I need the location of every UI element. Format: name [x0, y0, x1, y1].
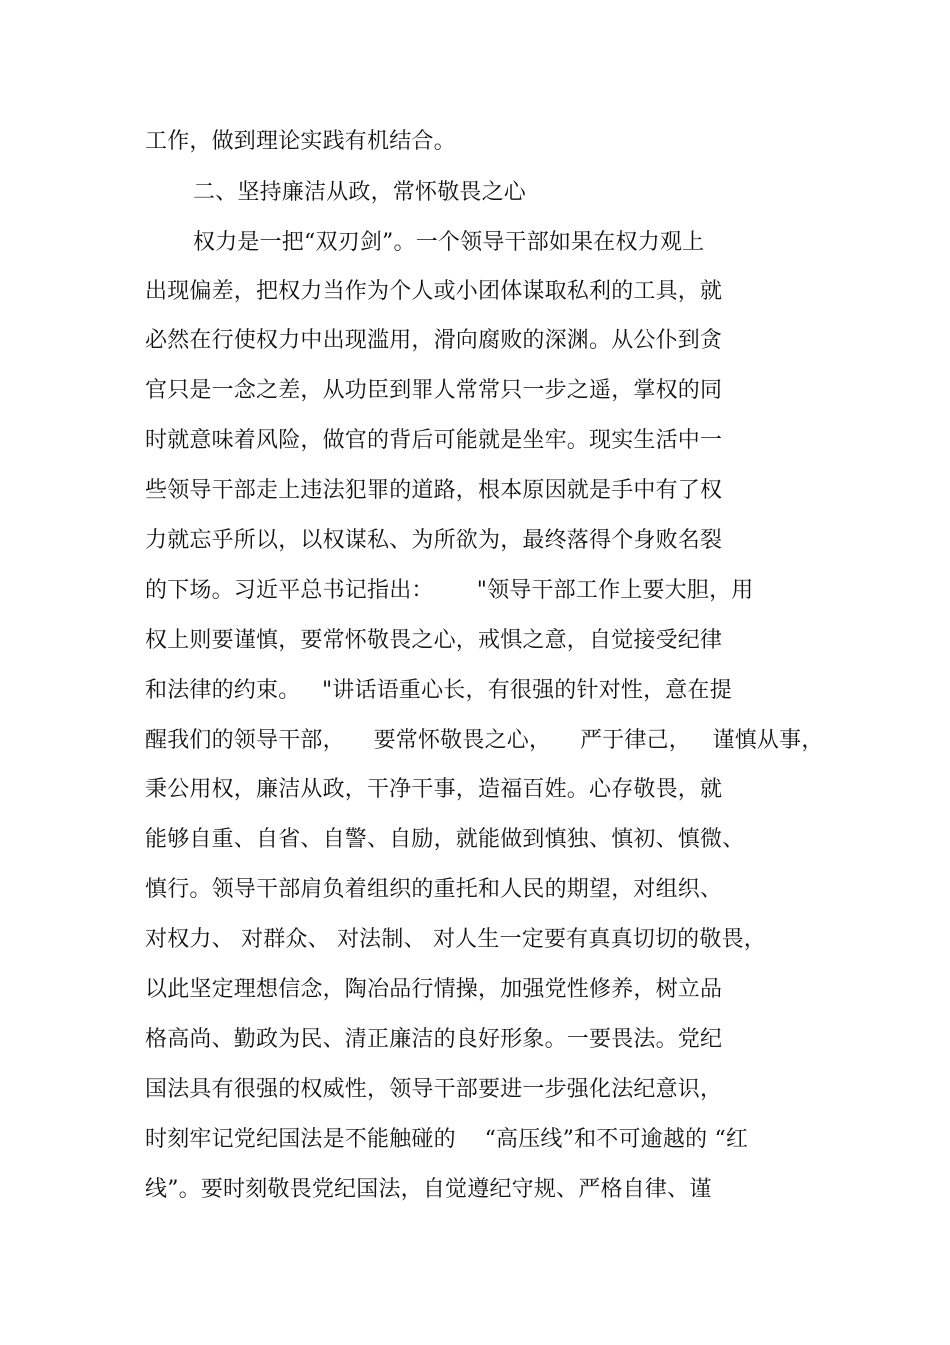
text-line: 国法具有很强的权威性，领导干部要进一步强化法纪意识， — [145, 1077, 723, 1102]
text-line: 以此坚定理想信念，陶冶品行情操，加强党性修养，树立品 — [145, 977, 723, 1002]
text-line: 时就意味着风险，做官的背后可能就是坐牢。现实生活中一 — [145, 428, 723, 453]
text-line: 些领导干部走上违法犯罪的道路，根本原因就是手中有了权 — [145, 478, 723, 503]
text-line: 权上则要谨慎，要常怀敬畏之心，戒惧之意，自觉接受纪律 — [145, 628, 723, 653]
text-line: 工作，做到理论实践有机结合。 — [145, 129, 456, 154]
text-line: 的下场。习近平总书记指出： "领导干部工作上要大胆，用 — [145, 578, 754, 603]
text-line: 线”。要时刻敬畏党纪国法，自觉遵纪守规、严格自律、谨 — [145, 1177, 712, 1202]
text-line: 必然在行使权力中出现滥用，滑向腐败的深渊。从公仆到贪 — [145, 328, 723, 353]
section-heading: 二、坚持廉洁从政，常怀敬畏之心 — [193, 180, 527, 205]
text-line: 秉公用权，廉洁从政，干净干事，造福百姓。心存敬畏，就 — [145, 777, 723, 802]
text-line: 醒我们的领导干部， 要常怀敬畏之心， 严于律己， 谨慎从事， — [145, 728, 824, 753]
text-line: 慎行。领导干部肩负着组织的重托和人民的期望，对组织、 — [145, 877, 723, 902]
text-line: 时刻牢记党纪国法是不能触碰的 “高压线”和不可逾越的 “红 — [145, 1127, 749, 1152]
text-line: 能够自重、自省、自警、自励，就能做到慎独、慎初、慎微、 — [145, 827, 745, 852]
text-line: 官只是一念之差，从功臣到罪人常常只一步之遥，掌权的同 — [145, 378, 723, 403]
text-line: 权力是一把“双刃剑”。一个领导干部如果在权力观上 — [193, 230, 705, 255]
text-line: 对权力、 对群众、 对法制、 对人生一定要有真真切切的敬畏， — [145, 927, 766, 952]
text-line: 格高尚、勤政为民、清正廉洁的良好形象。一要畏法。党纪 — [145, 1027, 723, 1052]
text-line: 出现偏差，把权力当作为个人或小团体谋取私利的工具，就 — [145, 279, 723, 304]
text-line: 和法律的约束。 "讲话语重心长，有很强的针对性，意在提 — [145, 678, 732, 703]
text-line: 力就忘乎所以，以权谋私、为所欲为，最终落得个身败名裂 — [145, 528, 723, 553]
